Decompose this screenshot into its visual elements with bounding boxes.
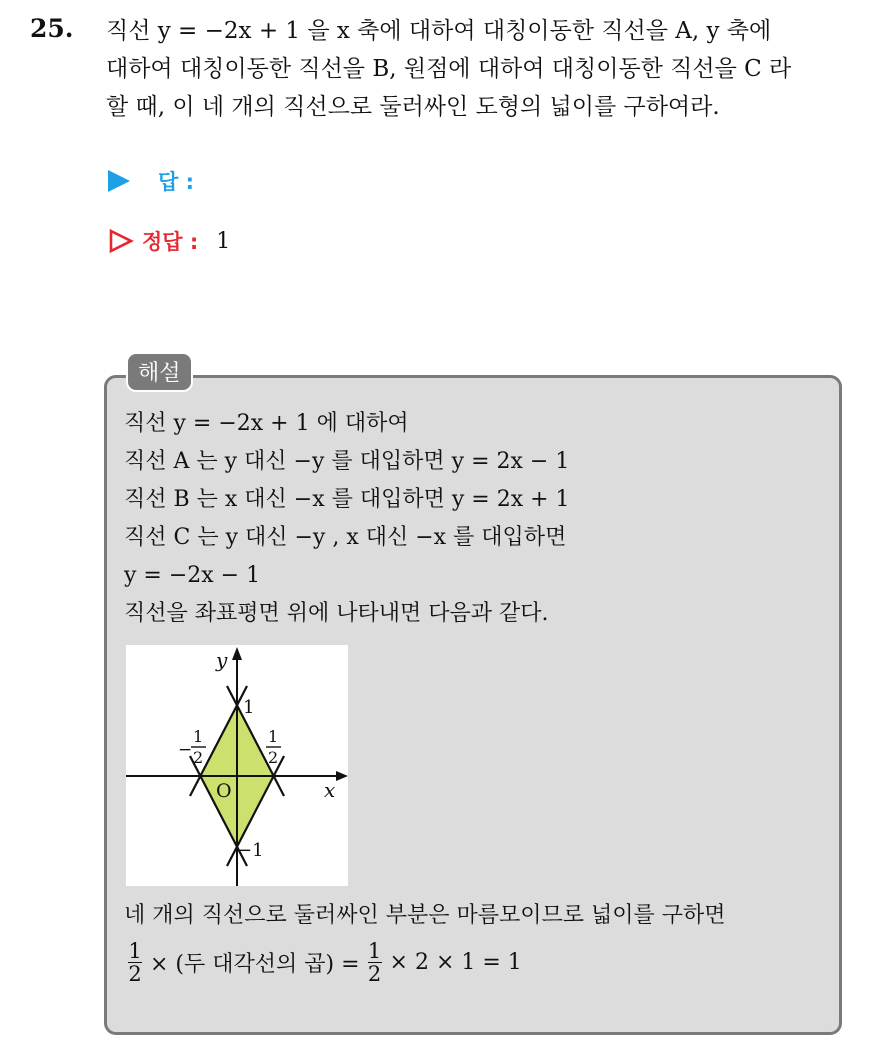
fraction-denominator: 2 xyxy=(128,962,142,986)
question-line-3: 할 때, 이 네 개의 직선으로 둘러싸인 도형의 넓이를 구하여라. xyxy=(106,94,720,120)
solution-line: 직선 A 는 y 대신 −y 를 대입하면 y = 2x − 1 xyxy=(124,449,570,474)
right-fraction-num: 1 xyxy=(268,727,279,746)
play-triangle-icon xyxy=(108,170,130,192)
solution-line: 직선 y = −2x + 1 에 대하여 xyxy=(124,411,409,436)
solution-line: 직선을 좌표평면 위에 나타내면 다음과 같다. xyxy=(124,601,549,626)
area-formula xyxy=(124,940,522,985)
y-axis-label: y xyxy=(216,648,228,672)
outline-triangle-icon xyxy=(108,228,134,254)
coordinate-graph xyxy=(126,645,348,886)
graph-svg xyxy=(126,645,348,886)
question-line-2: 대하여 대칭이동한 직선을 B, 원점에 대하여 대칭이동한 직선을 C 라 xyxy=(106,56,792,82)
bottom-intercept-label: −1 xyxy=(237,840,264,861)
left-fraction-den: 2 xyxy=(193,748,204,767)
answer-row xyxy=(108,166,194,196)
left-fraction-sign: − xyxy=(178,740,193,760)
fraction-denominator: 2 xyxy=(367,962,382,986)
formula-tail: × 2 × 1 = 1 xyxy=(389,950,522,975)
x-axis-arrow xyxy=(336,771,348,781)
x-axis-label: x xyxy=(324,778,336,802)
formula-middle: × (두 대각선의 곱) = xyxy=(150,952,360,977)
fraction-half-2 xyxy=(368,940,382,985)
right-fraction-den: 2 xyxy=(268,748,279,767)
origin-label: O xyxy=(216,780,232,802)
fraction-numerator: 1 xyxy=(367,939,382,963)
fraction-half-1 xyxy=(128,940,142,985)
solution-conclusion: 네 개의 직선으로 둘러싸인 부분은 마름모이므로 넓이를 구하면 xyxy=(124,903,726,928)
solution-line: y = −2x − 1 xyxy=(124,563,261,588)
answer-label: 답 : xyxy=(158,170,194,194)
solution-line: 직선 C 는 y 대신 −y , x 대신 −x 를 대입하면 xyxy=(124,525,567,550)
question-line-1: 직선 y = −2x + 1 을 x 축에 대하여 대칭이동한 직선을 A, y 축에 xyxy=(106,18,772,44)
fraction-numerator: 1 xyxy=(128,939,142,963)
y-axis-arrow xyxy=(232,647,242,660)
left-fraction-num: 1 xyxy=(193,727,204,746)
solution-line: 직선 B 는 x 대신 −x 를 대입하면 y = 2x + 1 xyxy=(124,487,570,512)
correct-answer-row xyxy=(108,226,230,256)
correct-answer-value: 1 xyxy=(216,228,231,254)
solution-tab: 해설 xyxy=(126,352,193,392)
question-text xyxy=(106,12,876,126)
solution-lines xyxy=(124,405,570,633)
correct-answer-label: 정답 : xyxy=(142,230,199,254)
question-number: 25. xyxy=(30,14,74,43)
top-intercept-label: 1 xyxy=(243,697,255,718)
